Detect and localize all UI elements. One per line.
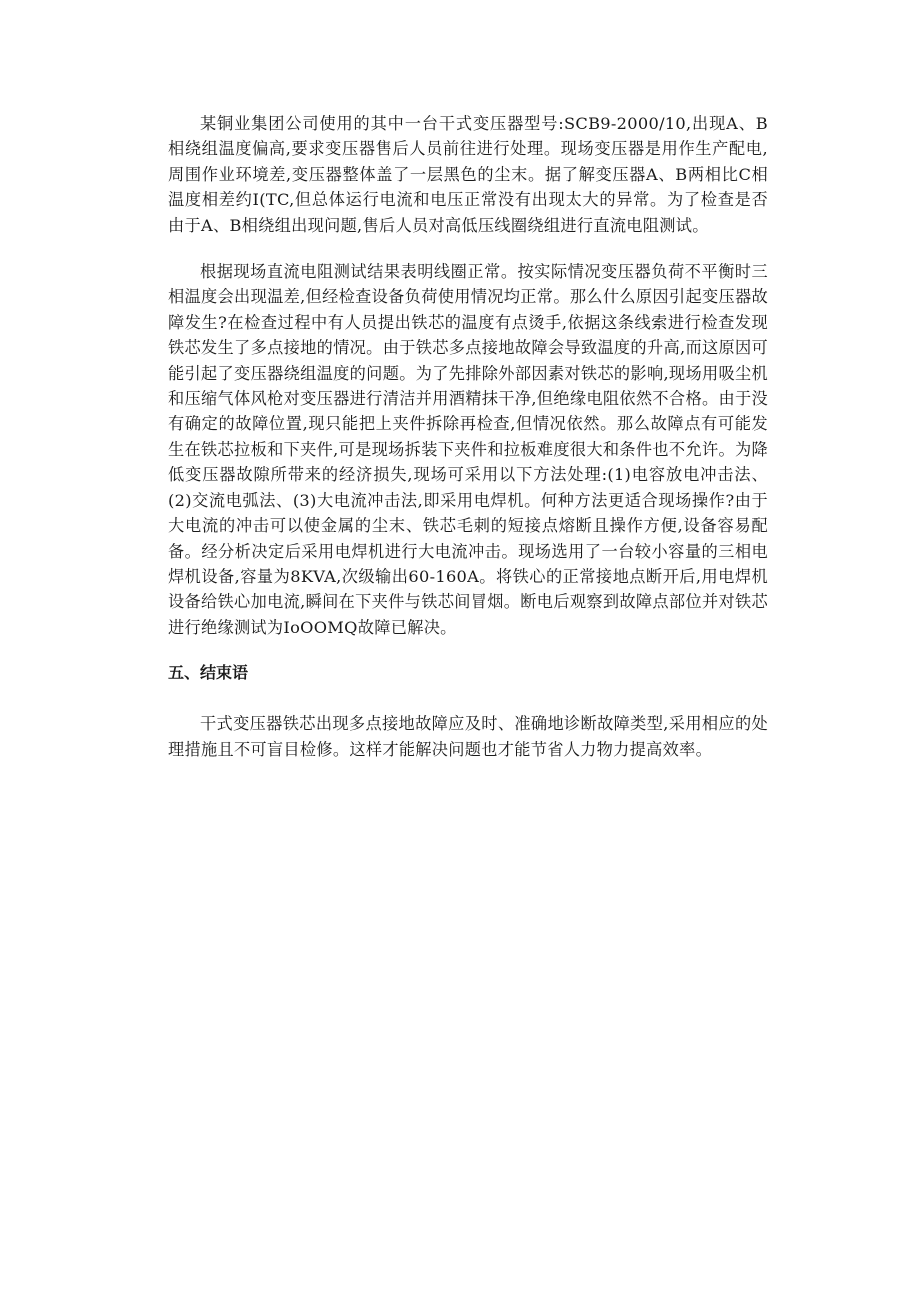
document-body (168, 111, 768, 762)
paragraph-diagnosis-process: 根据现场直流电阻测试结果表明线圈正常。按实际情况变压器负荷不平衡时三相温度会出现温差,但经检查设备负荷使用情况均正常。那么什么原因引起变压器故障发生?在检查过程中有人员提出铁芯的温度有点烫手,依据这条线索进行检查发现铁芯发生了多点接地的情况。由于铁芯多点接地故障会导致温度的升高,而这原因可能引起了变压器绕组温度的问题。为了先排除外部因素对铁芯的影响,现场用吸尘机和压缩气体风枪对变压器进行清洁并用酒精抹干净,但绝缘电阻依然不合格。由于没有确定的故障位置,现只能把上夹件拆除再检查,但情况依然。那么故障点有可能发生在铁芯拉板和下夹件,可是现场拆装下夹件和拉板难度很大和条件也不允许。为降低变压器故隙所带来的经济损失,现场可采用以下方法处理:(1)电容放电冲击法、(2)交流电弧法、(3)大电流冲击法,即采用电焊机。何种方法更适合现场操作?由于大电流的冲击可以使金属的尘末、铁芯毛刺的短接点熔断且操作方便,设备容易配备。经分析决定后采用电焊机进行大电流冲击。现场选用了一台较小容量的三相电焊机设备,容量为8KVA,次级输出60-160A。将铁心的正常接地点断开后,用电焊机设备给铁心加电流,瞬间在下夹件与铁芯间冒烟。断电后观察到故障点部位并对铁芯进行绝缘测试为IoOOMQ故障已解决。 (168, 262, 768, 637)
section-heading-conclusion: 五、结束语 (168, 663, 249, 683)
paragraph-conclusion: 干式变压器铁芯出现多点接地故障应及时、准确地诊断故障类型,采用相应的处理措施且不可盲目检修。这样才能解决问题也才能节省人力物力提高效率。 (168, 714, 768, 759)
paragraph-fault-description: 某铜业集团公司使用的其中一台干式变压器型号:SCB9-2000/10,出现A、B相绕组温度偏高,要求变压器售后人员前往进行处理。现场变压器是用作生产配电,周围作业环境差,变压器整体盖了一层黑色的尘末。据了解变压器A、B两相比C相温度相差约I(TC,但总体运行电流和电压正常没有出现太大的异常。为了检查是否由于A、B相绕组出现问题,售后人员对高低压线圈绕组进行直流电阻测试。 (168, 114, 768, 235)
paragraph-spacer (168, 685, 768, 711)
paragraph-spacer (168, 238, 768, 259)
paragraph-spacer (168, 640, 768, 661)
